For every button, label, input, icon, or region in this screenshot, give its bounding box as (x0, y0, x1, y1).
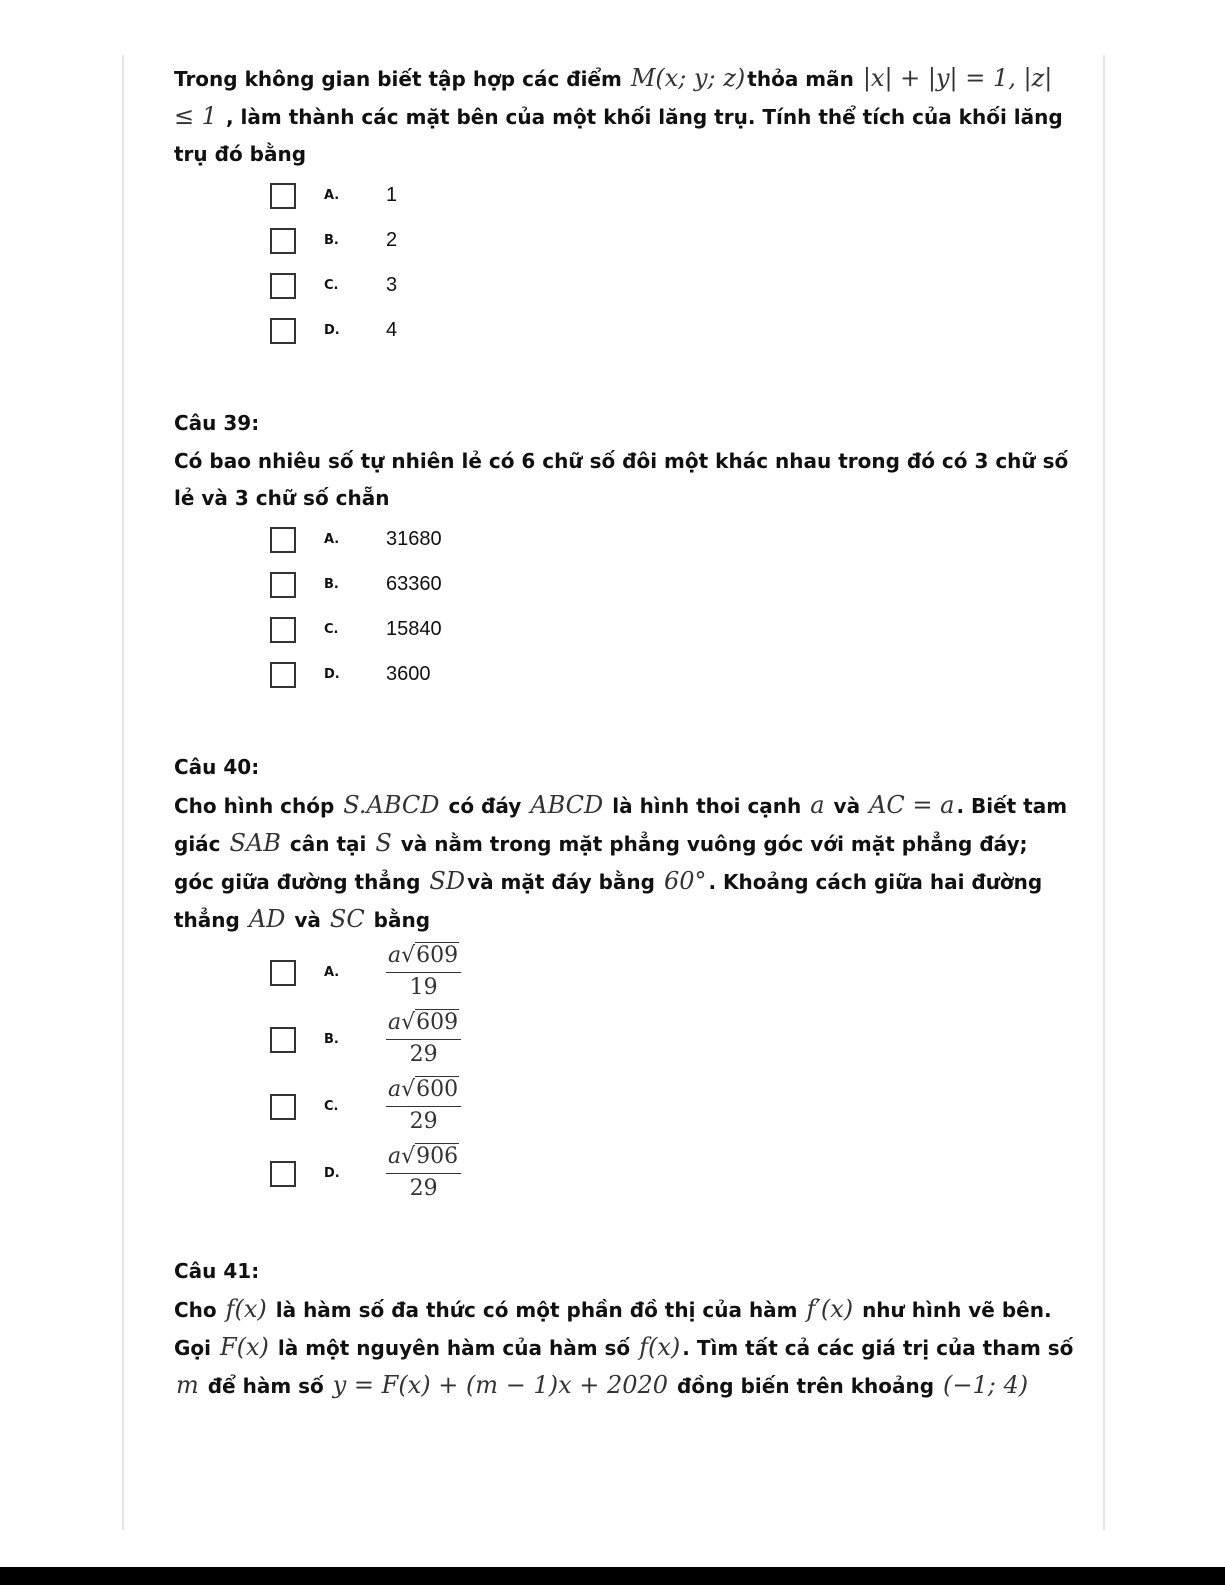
answer-option-d[interactable] (270, 1140, 1074, 1207)
bottom-bar (0, 1567, 1225, 1585)
answer-options (270, 939, 1074, 1207)
answer-checkbox[interactable] (270, 1161, 296, 1187)
option-value: 3 (386, 274, 398, 296)
answer-option-a[interactable] (270, 173, 1074, 218)
option-value: 15840 (386, 618, 442, 640)
answer-checkbox[interactable] (270, 662, 296, 688)
question-label: Câu 39: (174, 411, 260, 435)
question-40 (174, 753, 1074, 1207)
answer-option-c[interactable] (270, 263, 1074, 308)
answer-checkbox[interactable] (270, 273, 296, 299)
answer-option-b[interactable] (270, 562, 1074, 607)
option-letter: D. (324, 323, 340, 338)
fraction-value: $\frac{a√600}{29}$ (386, 1076, 461, 1137)
answer-checkbox[interactable] (270, 1027, 296, 1053)
option-value: 4 (386, 319, 398, 341)
fraction-value: $\frac{a√609}{19}$ (386, 942, 461, 1003)
page-border-right (1103, 55, 1105, 1530)
option-value: 1 (386, 184, 398, 206)
answer-checkbox[interactable] (270, 960, 296, 986)
option-letter: B. (324, 577, 339, 592)
answer-checkbox[interactable] (270, 228, 296, 254)
answer-option-b[interactable] (270, 218, 1074, 263)
option-value: 3600 (386, 663, 431, 685)
fraction-value: $\frac{a√906}{29}$ (386, 1143, 461, 1204)
question-39 (174, 409, 1074, 697)
option-value: 2 (386, 229, 398, 251)
answer-option-d[interactable] (270, 308, 1074, 353)
answer-option-a[interactable] (270, 939, 1074, 1006)
option-letter: C. (324, 1099, 339, 1114)
option-letter: D. (324, 1166, 340, 1181)
answer-checkbox[interactable] (270, 318, 296, 344)
answer-option-a[interactable] (270, 517, 1074, 562)
question-text: Trong không gian biết tập hợp các điểm M(x; y; z) thỏa mãn |x| + |y| = 1, |z| ≤ 1 , làm thành các mặt bên của một khối lăng trụ. Tính thể tích của khối lăng trụ đó bằng (174, 64, 1063, 166)
page-border-left (122, 55, 124, 1530)
option-value: 31680 (386, 528, 442, 550)
question-41 (174, 1257, 1074, 1405)
answer-option-b[interactable] (270, 1006, 1074, 1073)
answer-option-d[interactable] (270, 652, 1074, 697)
answer-option-c[interactable] (270, 1073, 1074, 1140)
option-letter: A. (324, 532, 340, 547)
answer-checkbox[interactable] (270, 1094, 296, 1120)
question-text: Cho f(x) là hàm số đa thức có một phần đồ thị của hàm f′(x) như hình vẽ bên. Gọi F(x) là một nguyên hàm của hàm số f(x) . Tìm tất cả các giá trị của tham số m để hàm số y = F(x) + (m − 1)x + 2020 đồng biến trên khoảng (−1; 4) (174, 1295, 1074, 1399)
question-text: Cho hình chóp S.ABCD có đáy ABCD là hình thoi cạnh a và AC = a . Biết tam giác SAB cân tại S và nằm trong mặt phẳng vuông góc với mặt phẳng đáy; góc giữa đường thẳng SD và mặt đáy bằng 60° . Khoảng cách giữa hai đường thẳng AD và SC bằng (174, 791, 1068, 933)
answer-checkbox[interactable] (270, 527, 296, 553)
option-letter: D. (324, 667, 340, 682)
option-letter: C. (324, 622, 339, 637)
option-letter: A. (324, 188, 340, 203)
answer-options (270, 173, 1074, 353)
question-text: Có bao nhiêu số tự nhiên lẻ có 6 chữ số đôi một khác nhau trong đó có 3 chữ số lẻ và 3 chữ số chẵn (174, 449, 1069, 510)
option-letter: C. (324, 278, 339, 293)
option-letter: B. (324, 1032, 339, 1047)
question-label: Câu 41: (174, 1259, 260, 1283)
option-letter: B. (324, 233, 339, 248)
answer-checkbox[interactable] (270, 183, 296, 209)
fraction-value: $\frac{a√609}{29}$ (386, 1009, 461, 1070)
question-label: Câu 40: (174, 755, 260, 779)
quiz-content (174, 60, 1074, 1405)
answer-option-c[interactable] (270, 607, 1074, 652)
answer-options (270, 517, 1074, 697)
answer-checkbox[interactable] (270, 572, 296, 598)
option-value: 63360 (386, 573, 442, 595)
question-38 (174, 60, 1074, 353)
answer-checkbox[interactable] (270, 617, 296, 643)
option-letter: A. (324, 965, 340, 980)
